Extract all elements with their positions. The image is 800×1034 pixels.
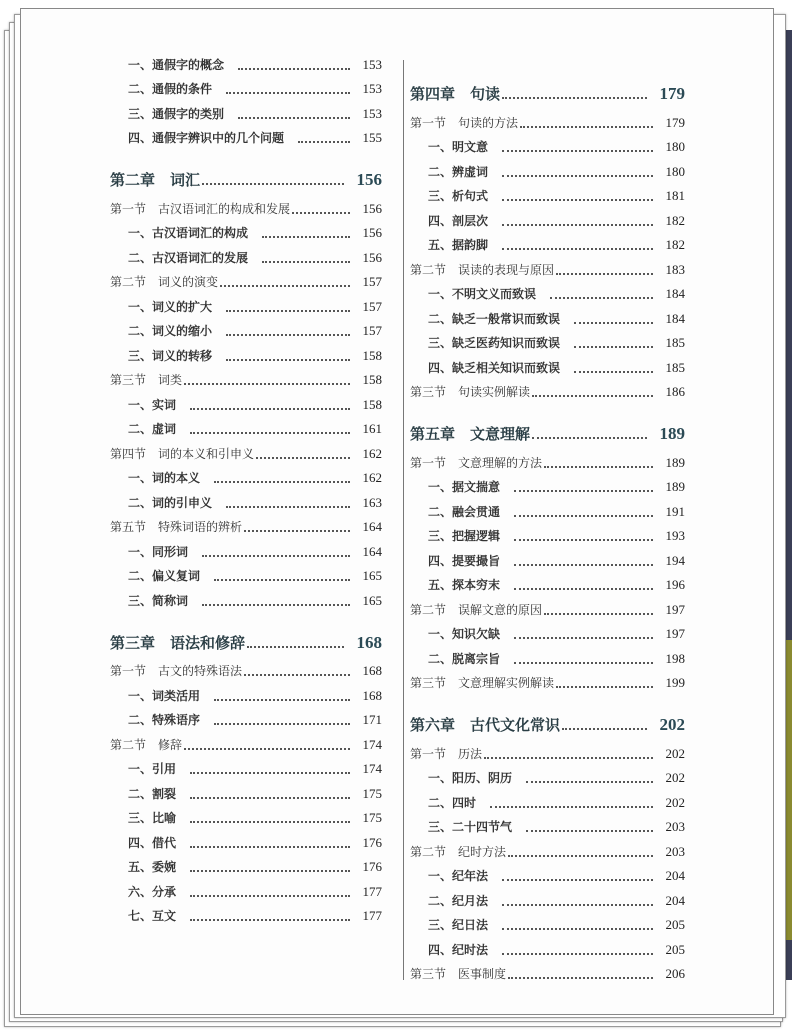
entry-title: 二、古汉语词汇的发展 [128,250,249,265]
toc-section-entry [410,376,685,401]
toc-chapter-entry [110,156,382,190]
page-number: 179 [659,84,685,103]
entry-title: 五、据韵脚 [428,238,489,252]
entry-title: 四、剖层次 [428,213,489,228]
dot-leader [562,728,647,730]
entry-title: 一、实词 [128,397,177,412]
dot-leader [247,646,344,648]
toc-item-entry [110,679,382,704]
toc-item-entry [410,327,685,352]
dot-leader [184,748,350,750]
toc-item-entry [110,826,382,851]
toc-item-entry [410,933,685,958]
toc-chapter-entry [410,410,685,444]
dot-leader [190,895,350,897]
dot-leader [190,919,350,921]
dot-leader [502,97,647,99]
entry-title: 第四章 句读 [410,85,501,103]
page-number: 174 [362,736,382,752]
toc-section-entry [410,253,685,278]
dot-leader [238,117,350,119]
toc-item-entry [410,909,685,934]
entry-title: 一、明文意 [428,140,489,154]
toc-item-entry [410,229,685,254]
entry-title: 一、词义的扩大 [128,299,213,314]
toc-section-entry [410,667,685,692]
toc-item-entry [110,584,382,609]
dot-leader [226,506,350,508]
page-number: 191 [665,503,685,519]
dot-leader [190,408,350,410]
toc-section-entry [410,106,685,131]
page-number: 198 [665,650,685,666]
dot-leader [190,821,350,823]
page-number: 177 [362,883,382,899]
toc-section-entry [110,728,382,753]
dot-leader [214,579,350,581]
dot-leader [532,395,653,397]
page-number: 156 [362,200,382,216]
toc-item-entry [110,875,382,900]
toc-item-entry [410,131,685,156]
toc-item-entry [410,762,685,787]
dot-leader [256,457,350,459]
page-number: 168 [362,663,382,678]
toc-item-entry [110,122,382,147]
dot-leader [298,141,350,143]
page-number: 158 [362,396,382,412]
dot-leader [226,92,350,94]
page-number: 182 [665,212,685,228]
dot-leader [556,273,653,275]
entry-title: 第二节 误读的表现与原因 [410,262,555,277]
dot-leader [520,126,653,128]
dot-leader [544,613,653,615]
dot-leader [526,830,653,832]
dot-leader [262,236,350,238]
entry-title: 第一节 古汉语词汇的构成和发展 [110,201,291,216]
toc-item-entry [410,618,685,643]
dot-leader [244,674,350,676]
entry-title: 三、缺乏医药知识而致误 [428,336,561,350]
toc-item-entry [410,180,685,205]
dot-leader [190,797,350,799]
entry-title: 一、据文揣意 [428,480,501,494]
dot-leader [502,150,653,152]
toc-item-entry [410,811,685,836]
toc-item-entry [110,241,382,266]
page-number: 162 [362,470,382,485]
toc-item-entry [410,786,685,811]
entry-title: 第三节 词类 [110,373,183,387]
toc-item-entry [110,802,382,827]
toc-section-entry [110,437,382,462]
entry-title: 一、词的本义 [128,471,201,485]
page-number: 156 [356,170,382,189]
entry-title: 第六章 古代文化常识 [410,716,561,734]
dot-leader [502,928,653,930]
dot-leader [502,248,653,250]
page-number: 153 [362,56,382,72]
dot-leader [508,855,653,857]
page-number: 205 [665,941,685,957]
page-number: 181 [665,188,685,203]
page-number: 157 [362,298,382,314]
entry-title: 四、通假字辨识中的几个问题 [128,131,285,145]
entry-title: 二、词义的缩小 [128,324,213,338]
dot-leader [226,310,350,312]
toc-section-entry [110,655,382,680]
page-number: 204 [665,892,685,908]
page-number: 156 [362,225,382,240]
entry-title: 五、委婉 [128,860,177,874]
toc-item-entry [410,204,685,229]
page-number: 199 [665,675,685,690]
toc-item-entry [110,73,382,98]
dot-leader [214,723,350,725]
toc-section-entry [410,446,685,471]
entry-title: 一、古汉语词汇的构成 [128,226,249,240]
dot-leader [190,870,350,872]
dot-leader [502,175,653,177]
entry-title: 三、纪日法 [428,918,489,932]
entry-title: 第三节 文意理解实例解读 [410,676,555,690]
dot-leader [514,490,653,492]
page-number: 153 [362,81,382,96]
entry-title: 二、融会贯通 [428,504,501,519]
dot-leader [190,772,350,774]
dot-leader [514,662,653,664]
toc-section-entry [110,192,382,217]
dot-leader [490,806,653,808]
toc-column-right [410,70,685,982]
page-number: 194 [665,552,685,568]
page-number: 175 [362,785,382,801]
page-number: 189 [665,479,685,494]
entry-title: 一、不明文义而致误 [428,287,537,301]
page-number: 197 [665,601,685,617]
entry-title: 第三节 医事制度 [410,967,507,981]
page-number: 165 [362,592,382,608]
entry-title: 第四节 词的本义和引申义 [110,446,255,461]
dot-leader [502,879,653,881]
entry-title: 七、互文 [128,909,177,923]
entry-title: 第五章 文意理解 [410,425,531,443]
entry-title: 三、通假字的类别 [128,106,225,121]
entry-title: 一、阳历、阴历 [428,771,513,785]
toc-item-entry [410,471,685,496]
entry-title: 二、偏义复词 [128,569,201,583]
entry-title: 第二节 误解文意的原因 [410,602,543,617]
dot-leader [514,564,653,566]
toc-section-entry [410,958,685,983]
toc-item-entry [110,413,382,438]
page-number: 183 [665,261,685,277]
toc-item-entry [110,48,382,73]
page-number: 153 [362,105,382,121]
page-number: 156 [362,249,382,265]
page-number: 176 [362,834,382,850]
entry-title: 第三章 语法和修辞 [110,633,246,652]
entry-title: 四、缺乏相关知识而致误 [428,360,561,375]
dot-leader [184,383,350,385]
page-number: 204 [665,868,685,883]
dot-leader [502,224,653,226]
toc-item-entry [410,278,685,303]
dot-leader [262,261,350,263]
toc-item-entry [110,290,382,315]
entry-title: 二、纪月法 [428,893,489,908]
toc-item-entry [410,544,685,569]
page-number: 184 [665,286,685,301]
page-number: 189 [659,424,685,443]
page-number: 177 [362,908,382,923]
toc-item-entry [410,642,685,667]
toc-item-entry [410,351,685,376]
page-number: 197 [665,626,685,641]
page-number: 202 [665,794,685,810]
page-number: 205 [665,917,685,932]
toc-column-left [110,48,382,924]
dot-leader [226,334,350,336]
entry-title: 一、纪年法 [428,869,489,883]
entry-title: 二、虚词 [128,422,177,436]
entry-title: 一、同形词 [128,544,189,559]
page-number: 157 [362,323,382,338]
toc-item-entry [410,302,685,327]
page-number: 185 [665,335,685,350]
toc-item-entry [110,315,382,340]
page-number: 165 [362,568,382,583]
entry-title: 一、引用 [128,762,177,776]
toc-chapter-entry [410,701,685,735]
page-number: 158 [362,347,382,363]
dot-leader [502,953,653,955]
page-number: 202 [665,745,685,761]
entry-title: 一、通假字的概念 [128,57,225,72]
column-divider [403,60,404,980]
dot-leader [574,322,653,324]
page-number: 158 [362,372,382,387]
page-number: 180 [665,163,685,179]
entry-title: 二、词的引申义 [128,495,213,510]
dot-leader [532,437,647,439]
page-number: 186 [665,384,685,399]
page-number: 164 [362,519,382,534]
dot-leader [226,359,350,361]
entry-title: 四、借代 [128,835,177,850]
entry-title: 三、二十四节气 [428,820,513,834]
page-number: 175 [362,810,382,825]
dot-leader [508,977,653,979]
toc-item-entry [110,486,382,511]
entry-title: 二、脱离宗旨 [428,651,501,666]
toc-section-entry [110,266,382,291]
toc-item-entry [110,777,382,802]
toc-item-entry [110,851,382,876]
page-number: 168 [356,632,382,652]
page-number: 179 [665,114,685,130]
entry-title: 第二节 纪时方法 [410,844,507,859]
entry-title: 四、提要撮旨 [428,553,501,568]
toc-item-entry [410,520,685,545]
dot-leader [190,846,350,848]
toc-item-entry [410,155,685,180]
page-number: 168 [362,687,382,703]
toc-section-entry [410,593,685,618]
dot-leader [214,699,350,701]
entry-title: 二、特殊语序 [128,713,201,727]
page-number: 155 [362,130,382,145]
dot-leader [526,781,653,783]
page-number: 189 [665,454,685,470]
page-number: 162 [362,445,382,461]
entry-title: 二、四时 [428,795,477,810]
dot-leader [502,904,653,906]
entry-title: 第二节 词义的演变 [110,275,219,289]
dot-leader [202,604,350,606]
toc-item-entry [110,704,382,729]
entry-title: 二、缺乏一般常识而致误 [428,311,561,326]
page-number: 180 [665,139,685,154]
dot-leader [292,212,350,214]
toc-item-entry [110,388,382,413]
toc-item-entry [110,97,382,122]
toc-section-entry [410,737,685,762]
entry-title: 第一节 文意理解的方法 [410,455,543,470]
toc-item-entry [110,753,382,778]
dot-leader [514,637,653,639]
toc-item-entry [410,495,685,520]
entry-title: 五、探本穷末 [428,578,501,592]
dot-leader [514,588,653,590]
page-number: 185 [665,359,685,375]
entry-title: 第五节 特殊词语的辨析 [110,520,243,534]
entry-title: 三、析句式 [428,189,489,203]
entry-title: 三、词义的转移 [128,348,213,363]
page-number: 203 [665,819,685,834]
dot-leader [202,183,344,185]
entry-title: 二、通假的条件 [128,82,213,96]
entry-title: 第二节 修辞 [110,737,183,752]
dot-leader [238,68,350,70]
entry-title: 第一节 古文的特殊语法 [110,664,243,678]
entry-title: 三、把握逻辑 [428,529,501,543]
page-number: 184 [665,310,685,326]
toc-section-entry [410,835,685,860]
toc-item-entry [110,339,382,364]
dot-leader [514,539,653,541]
page-number: 193 [665,528,685,543]
toc-chapter-entry [110,619,382,653]
page-number: 206 [665,966,685,981]
dot-leader [544,466,653,468]
page-number: 176 [362,859,382,874]
entry-title: 第二章 词汇 [110,171,201,189]
page-number: 202 [659,715,685,734]
page-number: 174 [362,761,382,776]
entry-title: 第三节 句读实例解读 [410,385,531,399]
toc-chapter-entry [410,70,685,104]
entry-title: 四、纪时法 [428,942,489,957]
toc-section-entry [110,511,382,536]
dot-leader [514,515,653,517]
dot-leader [556,686,653,688]
toc-section-entry [110,364,382,389]
dot-leader [244,530,350,532]
entry-title: 三、比喻 [128,811,177,825]
entry-title: 一、知识欠缺 [428,627,501,641]
toc-item-entry [110,462,382,487]
toc-item-entry [110,560,382,585]
entry-title: 一、词类活用 [128,688,201,703]
toc-item-entry [110,900,382,925]
dot-leader [484,757,653,759]
toc-item-entry [110,217,382,242]
toc-item-entry [410,569,685,594]
dot-leader [550,297,653,299]
toc-item-entry [410,860,685,885]
page-number: 203 [665,843,685,859]
dot-leader [574,371,653,373]
entry-title: 六、分承 [128,884,177,899]
page-number: 157 [362,274,382,289]
page-number: 161 [362,421,382,436]
dot-leader [220,285,350,287]
entry-title: 二、割裂 [128,786,177,801]
page-number: 196 [665,577,685,592]
entry-title: 三、简称词 [128,593,189,608]
page-number: 164 [362,543,382,559]
page-number: 202 [665,770,685,785]
entry-title: 第一节 历法 [410,746,483,761]
dot-leader [190,432,350,434]
dot-leader [214,481,350,483]
dot-leader [574,346,653,348]
dot-leader [502,199,653,201]
entry-title: 第一节 句读的方法 [410,115,519,130]
toc-item-entry [410,884,685,909]
page-number: 182 [665,237,685,252]
toc-item-entry [110,535,382,560]
dot-leader [202,555,350,557]
page-number: 163 [362,494,382,510]
entry-title: 二、辨虚词 [428,164,489,179]
page-number: 171 [362,712,382,727]
